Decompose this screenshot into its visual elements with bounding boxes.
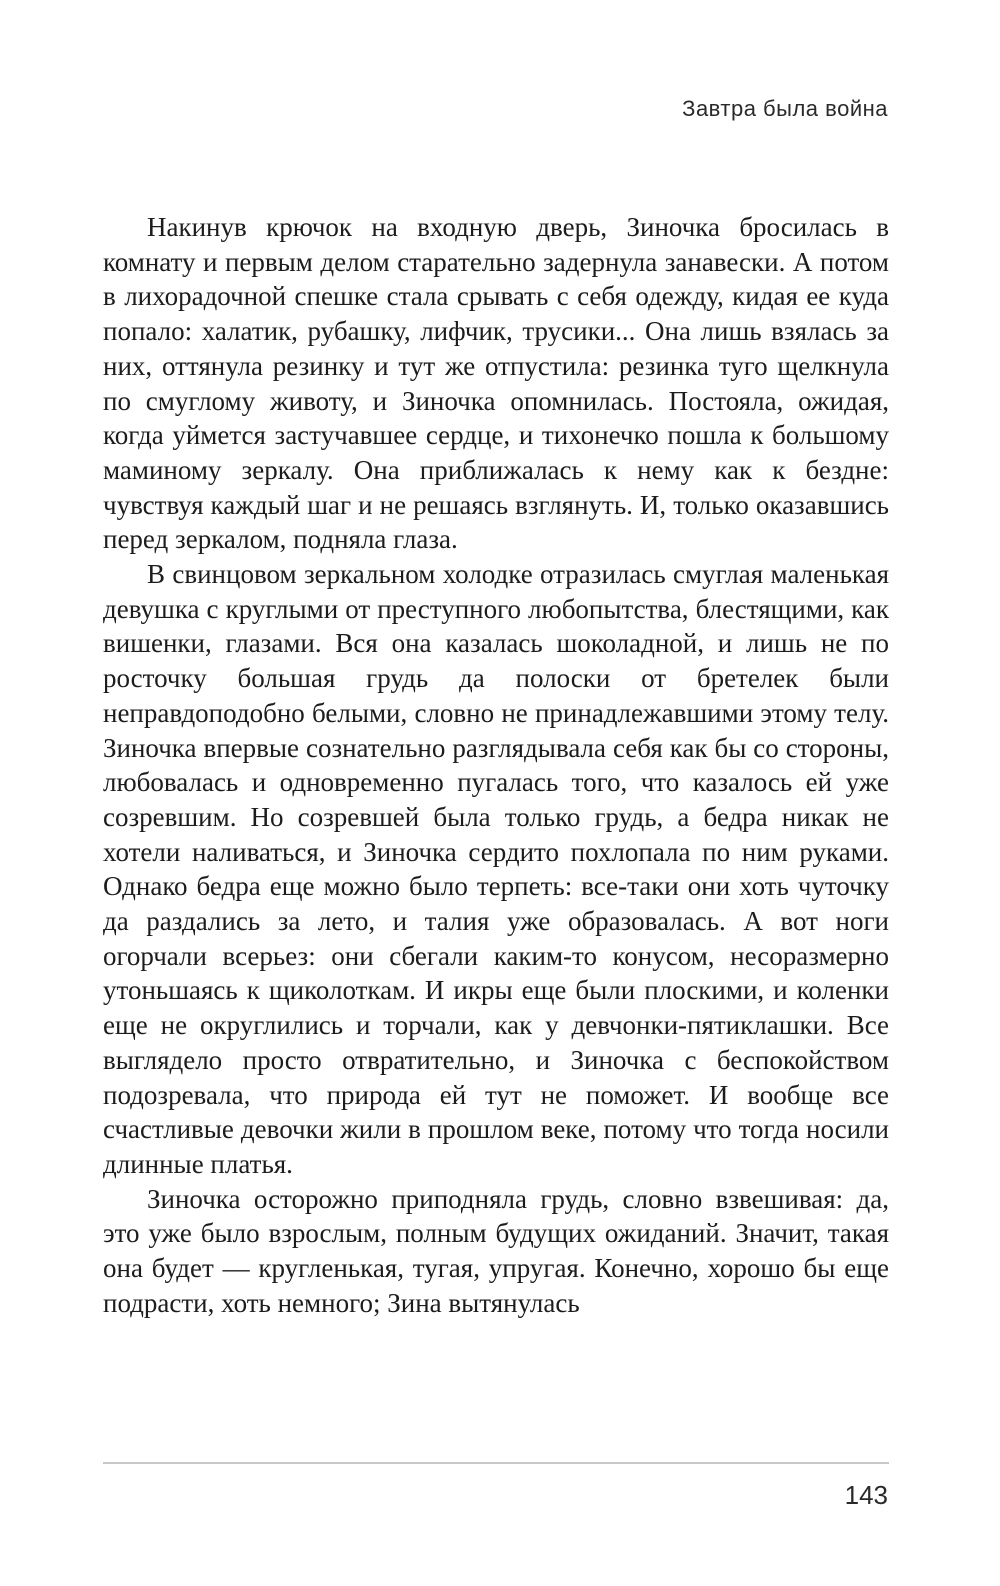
page-number: 143 (844, 1480, 888, 1510)
paragraph-3: Зиночка осторожно приподняла грудь, словно взвешивая: да, это уже было взрослым, полным будущих ожиданий. Значит, такая она будет — кругленькая, тугая, упругая. Конечно, хорошо бы еще подрасти, хоть немного; Зина вытянулась (103, 1183, 889, 1318)
running-title: Завтра была война (682, 96, 888, 121)
footer-rule (103, 1462, 889, 1464)
paragraph-2: В свинцовом зеркальном холодке отразилась смуглая маленькая девушка с круглыми от преступного любопытства, блестящими, как вишенки, глазами. Вся она казалась шоколадной, и лишь не по росточку большая грудь да полоски от бретелек были неправдоподобно белыми, словно не принадлежавшими этому телу. Зиночка впервые сознательно разглядывала себя как бы со стороны, любовалась и одновременно пугалась того, что казалось ей уже созревшим. Но созревшей была только грудь, а бедра никак не хотели наливаться, и Зиночка сердито похлопала по ним руками. Однако бедра еще можно было терпеть: все-таки они хоть чуточку да раздались за лето, и талия уже образовалась. А вот ноги огорчали всерьез: они сбегали каким-то конусом, несоразмерно утоньшаясь к щиколоткам. И икры еще были плоскими, и коленки еще не округлились и торчали, как у девчонки-пятиклашки. Все выглядело просто отвратительно, и Зиночка с беспокойством подозревала, что природа ей тут не поможет. И вообще все счастливые девочки жили в прошлом веке, потому что тогда носили длинные платья. (103, 559, 889, 1179)
body-text (103, 210, 889, 1321)
paragraph-1: Накинув крючок на входную дверь, Зиночка бросилась в комнату и первым делом старательно задернула занавески. А потом в лихорадочной спешке стала срывать с себя одежду, кидая ее куда попало: халатик, рубашку, лифчик, трусики... Она лишь взялась за них, оттянула резинку и тут же отпустила: резинка туго щелкнула по смуглому животу, и Зиночка опомнилась. Постояла, ожидая, когда уймется застучавшее сердце, и тихонечко пошла к большому маминому зеркалу. Она приближалась к нему как к бездне: чувствуя каждый шаг и не решаясь взглянуть. И, только оказавшись перед зеркалом, подняла глаза. (103, 212, 889, 555)
